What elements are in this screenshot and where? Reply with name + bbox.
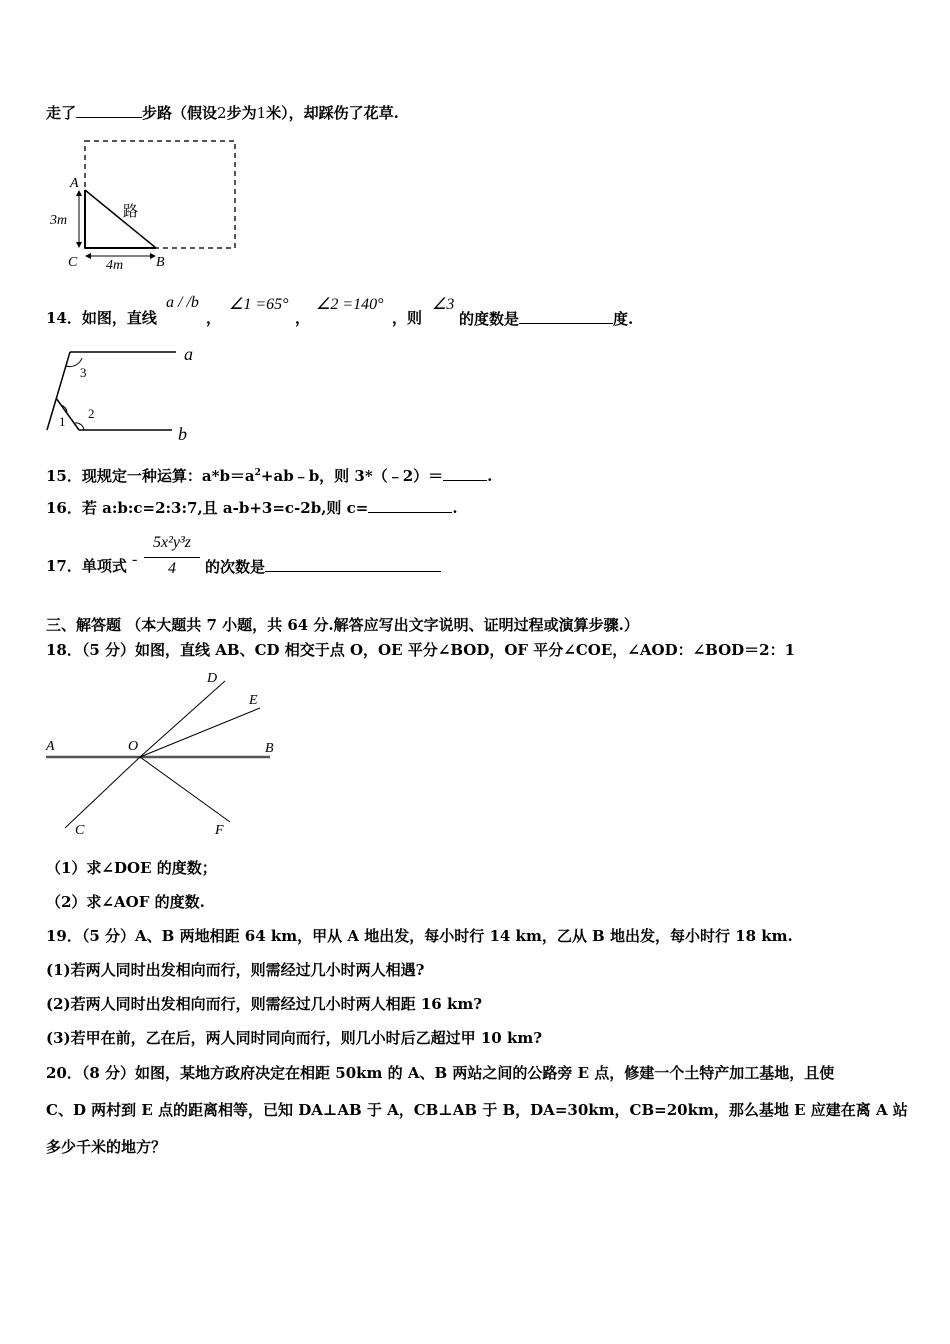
q13-figure xyxy=(46,136,246,276)
label-a: A xyxy=(70,176,79,191)
q17-minus: - xyxy=(132,551,138,568)
q14-rest: 的度数是 xyxy=(459,310,520,328)
answer-blank[interactable] xyxy=(368,497,452,513)
label-road: 路 xyxy=(123,202,139,220)
q13-suffix: 步路（假设 xyxy=(142,104,218,122)
q14-cond2: ∠1 =65° xyxy=(229,296,289,313)
label-b: B xyxy=(156,255,165,270)
q17-text: 17．单项式 xyxy=(46,557,127,575)
q14-num: 14．如图，直线 xyxy=(46,309,157,327)
q14-cond3: ∠2 =140° xyxy=(316,296,384,313)
q18-figure xyxy=(42,668,282,840)
label-angle-2: 2 xyxy=(88,406,95,421)
q18-sub1: （1）求∠DOE 的度数； xyxy=(46,859,217,877)
label-c: C xyxy=(75,823,85,838)
label-c: C xyxy=(68,255,78,270)
label-f: F xyxy=(215,823,224,838)
label-3m: 3m xyxy=(50,213,68,228)
q13-two: 2 xyxy=(217,104,227,122)
q19-sub3: (3)若甲在前，乙在后，两人同时同向而行，则几小时后乙超过甲 10 km? xyxy=(46,1029,543,1047)
q15-line xyxy=(46,463,492,486)
q14-line xyxy=(459,308,633,329)
q20-line3: 多少千米的地方？ xyxy=(46,1138,167,1156)
answer-blank[interactable] xyxy=(443,465,487,481)
q19-sub2: (2)若两人同时出发相向而行，则需经过几小时两人相距 16 km? xyxy=(46,995,483,1013)
label-angle-3: 3 xyxy=(80,365,87,380)
q15-end: . xyxy=(487,467,493,485)
label-d: D xyxy=(207,671,218,686)
q19-text: 19．（5 分）A、B 两地相距 64 km，甲从 A 地出发，每小时行 14 km，乙从 B 地出发，每小时行 18 km. xyxy=(46,927,793,945)
q16-end: . xyxy=(452,499,458,517)
q20-line2: C、D 两村到 E 点的距离相等，已知 DA⊥AB 于 A，CB⊥AB 于 B，DA=30km，CB=20km，那么基地 E 应建在离 A 站 xyxy=(46,1101,908,1119)
label-a: A xyxy=(46,739,55,754)
q14-then: ，则 xyxy=(392,309,423,327)
q14-comma2: ， xyxy=(295,309,311,327)
answer-blank[interactable] xyxy=(519,308,613,324)
section-heading: 三、解答题 （本大题共 7 小题，共 64 分.解答应写出文字说明、证明过程或演算步骤.） xyxy=(46,616,639,634)
q20-line1: 20．（8 分）如图，某地方政府决定在相距 50km 的 A、B 两站之间的公路旁 E 点，修建一个土特产加工基地，且使 xyxy=(46,1064,835,1082)
answer-blank[interactable] xyxy=(76,102,142,118)
q13-one: 1 xyxy=(256,104,267,122)
q17-line xyxy=(205,556,441,577)
q15-sup: 2 xyxy=(254,468,261,478)
q13-line xyxy=(46,102,399,123)
q17-numerator: 5x²y³z xyxy=(152,534,192,551)
q14-cond1: a / /b xyxy=(166,294,199,311)
q15-text-b: +ab﹣b，则 3*（﹣2）＝ xyxy=(260,467,444,485)
q15-text-a: 15．现规定一种运算：a*b＝a xyxy=(46,467,255,485)
q17-rest: 的次数是 xyxy=(205,558,266,576)
q18-sub2: （2）求∠AOF 的度数. xyxy=(46,893,205,911)
label-4m: 4m xyxy=(106,258,124,273)
q14-figure xyxy=(42,340,202,445)
q18-text: 18．（5 分）如图，直线 AB、CD 相交于点 O，OE 平分∠BOD，OF 平分∠COE，∠AOD：∠BOD＝2：1 xyxy=(46,641,796,659)
q17-denominator: 4 xyxy=(168,560,176,577)
label-angle-1: 1 xyxy=(59,414,66,429)
answer-blank[interactable] xyxy=(265,556,441,572)
label-e: E xyxy=(249,693,258,708)
fraction-bar xyxy=(144,557,200,558)
q14-comma1: ， xyxy=(206,309,222,327)
q16-line xyxy=(46,497,458,518)
label-line-b: b xyxy=(178,424,187,444)
q13-prefix: 走了 xyxy=(46,104,77,122)
q13-step-for: 步为 xyxy=(226,104,257,122)
q16-text: 16．若 a:b:c=2:3:7,且 a-b+3=c-2b,则 c= xyxy=(46,499,369,517)
q13-meter-end: 米），却踩伤了花草. xyxy=(266,104,399,122)
label-b: B xyxy=(265,741,274,756)
q14-angle3: ∠3 xyxy=(432,296,455,313)
q19-sub1: (1)若两人同时出发相向而行，则需经过几小时两人相遇? xyxy=(46,961,425,979)
label-o: O xyxy=(128,739,139,754)
q14-unit: 度. xyxy=(613,310,634,328)
label-line-a: a xyxy=(184,344,193,364)
